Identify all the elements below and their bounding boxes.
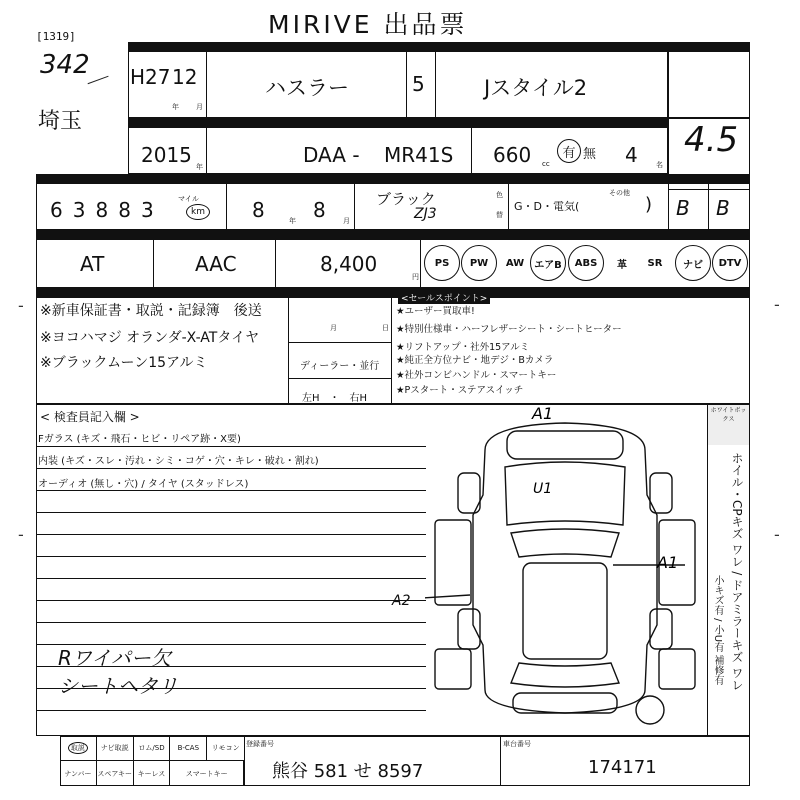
mark-a1-side: A1 xyxy=(657,553,679,572)
score-handwritten: 4.5 xyxy=(684,120,739,160)
option-sunroof: SR xyxy=(647,257,663,269)
price-unit: 円 xyxy=(412,273,419,281)
bottom-labels-grid xyxy=(60,736,244,786)
aircon: AAC xyxy=(195,252,237,276)
label-smart-key: スマートキー xyxy=(170,761,244,786)
front-bumper xyxy=(507,431,623,459)
door-count: 5 xyxy=(412,72,425,96)
sales-point: ★純正全方位ナビ・地デジ・Bカメラ xyxy=(396,355,554,366)
vertical-note-1: ホイル・CPキズ ワレ / ドアミラーキズ ワレ xyxy=(730,452,744,691)
chassis-number: 174171 xyxy=(588,757,657,778)
inspector-line-interior: 内装 (キズ・スレ・汚れ・シミ・コゲ・穴・キレ・破れ・割れ) xyxy=(38,456,319,467)
delivery-day: 日 xyxy=(382,324,389,332)
margin-mark: - xyxy=(18,525,24,544)
fuel-options: G・D・電気( xyxy=(514,200,580,213)
mark-a2: A2 xyxy=(392,593,411,609)
year-era: H27 xyxy=(130,65,171,89)
inspector-line-audio: オーディオ (無し・穴) / タイヤ (スタッドレス) xyxy=(38,479,249,490)
transmission: AT xyxy=(80,252,105,276)
label-spare-key: スペアキー xyxy=(97,761,134,786)
margin-mark: - xyxy=(774,295,780,314)
vertical-note-2: 小キズ有 / 小U有 補修有 xyxy=(712,575,723,686)
windshield xyxy=(511,529,619,557)
option-navi: ナビ xyxy=(675,245,711,281)
cabin xyxy=(523,563,607,659)
model-code: MR41S xyxy=(384,143,454,167)
label-bcas: B-CAS xyxy=(170,736,207,761)
label-keyless: キーレス xyxy=(134,761,171,786)
mileage-digit: 6 xyxy=(50,198,73,222)
note-line-1: ※新車保証書・取説・記録簿 後送 xyxy=(40,303,262,319)
mileage-digits xyxy=(50,198,164,222)
seats-unit: 名 xyxy=(656,161,663,169)
month-unit: 月 xyxy=(196,103,203,111)
mileage-digit: 3 xyxy=(140,198,164,222)
turbo-yes-circled: 有 xyxy=(557,139,581,163)
handwritten-note-seat: シートヘタリ xyxy=(58,674,178,698)
car-diagram xyxy=(425,405,710,735)
option-airbag: エアB xyxy=(530,245,566,281)
inspector-title: < 検査員記入欄 > xyxy=(40,410,140,424)
diagram-pointer xyxy=(425,595,470,599)
first-reg-unit: 年 xyxy=(196,163,203,171)
lot-number: 342 xyxy=(40,50,90,80)
option-aw: AW xyxy=(505,257,525,269)
label-number: ナンバー xyxy=(60,761,97,786)
fuel-other-label: その他 xyxy=(609,189,630,197)
fuel-close: ) xyxy=(645,194,653,215)
year-unit: 年 xyxy=(172,103,179,111)
cc-unit: cc xyxy=(542,160,550,168)
mile-label: マイル xyxy=(178,195,199,203)
seat-count: 4 xyxy=(625,143,638,167)
inspector-line-glass: Fガラス (キズ・飛石・ヒビ・リペア跡・X要) xyxy=(38,434,241,445)
shaken-year: 8 xyxy=(252,198,265,222)
sales-point: ★ユーザー買取車! xyxy=(396,306,475,317)
right-rear-panel xyxy=(659,649,695,689)
model-prefix: DAA - xyxy=(303,143,360,167)
margin-mark: - xyxy=(18,296,24,315)
plate-label: 登録番号 xyxy=(246,740,274,748)
mileage-digit: 8 xyxy=(118,198,141,222)
option-leather: 革 xyxy=(617,259,627,271)
rear-right-wheel xyxy=(650,609,672,649)
displacement: 660 xyxy=(493,143,532,167)
sales-point: ★特別仕様車・ハーフレザーシート・シートヒーター xyxy=(396,324,622,335)
dealer-parallel: ディーラー・並行 xyxy=(300,361,380,372)
label-manual: 取説 xyxy=(60,736,97,761)
sales-point: ★Pスタート・ステアスイッチ xyxy=(396,385,524,396)
left-rear-panel xyxy=(435,649,471,689)
rear-left-wheel xyxy=(458,609,480,649)
km-circled: km xyxy=(186,204,210,220)
first-registration-year: 2015 xyxy=(141,143,192,167)
spare-circle xyxy=(636,696,664,724)
white-box-label: ホワイトボックス xyxy=(708,405,749,445)
mark-u1: U1 xyxy=(533,481,553,497)
left-door-panel xyxy=(435,520,471,605)
color-label: 色 xyxy=(496,191,503,199)
label-navi-manual: ナビ取説 xyxy=(97,736,134,761)
sales-point: ★社外コンビハンドル・スマートキー xyxy=(396,370,557,381)
shaken-month-unit: 月 xyxy=(343,217,350,225)
car-body-outline xyxy=(473,423,657,713)
delivery-month: 月 xyxy=(330,324,337,332)
color-name: ブラック xyxy=(376,190,436,208)
license-plate: 熊谷 581 せ 8597 xyxy=(272,761,424,782)
exterior-grade: B xyxy=(716,196,730,220)
car-name: ハスラー xyxy=(265,76,349,100)
sales-point: ★リフトアップ・社外15アルミ xyxy=(396,342,530,353)
option-abs: ABS xyxy=(568,245,604,281)
price: 8,400 xyxy=(320,252,378,276)
score-box xyxy=(668,42,750,118)
mileage-digit: 3 xyxy=(72,198,96,222)
hood xyxy=(505,462,625,525)
shaken-month: 8 xyxy=(313,198,326,222)
registration-month: 12 xyxy=(172,65,198,89)
shaken-year-unit: 年 xyxy=(289,217,296,225)
color-code-handwritten: ZJ3 xyxy=(414,206,437,222)
margin-mark: - xyxy=(774,525,780,544)
label-remote: リモコン xyxy=(207,736,244,761)
option-ps: PS xyxy=(424,245,460,281)
document-title: MIRIVE 出品票 xyxy=(268,10,468,39)
label-rom-sd: ロム/SD xyxy=(134,736,171,761)
grade: Jスタイル2 xyxy=(484,76,588,100)
note-line-2: ※ヨコハマジ オランダ-X-ATタイヤ xyxy=(40,330,260,346)
handwritten-note-wiper: Rワイパー欠 xyxy=(58,646,171,670)
color-label-2: 替 xyxy=(496,211,503,219)
form-code: [1319] xyxy=(36,30,76,43)
turbo-no: 無 xyxy=(583,147,597,162)
mileage-digit: 8 xyxy=(95,198,119,222)
option-pw: PW xyxy=(461,245,497,281)
rear-window xyxy=(511,663,619,687)
sales-header: <セールスポイント> xyxy=(398,291,490,304)
note-line-3: ※ブラックムーン15アルミ xyxy=(40,355,208,371)
option-dtv: DTV xyxy=(712,245,748,281)
mark-a1-front: A1 xyxy=(532,405,554,423)
interior-grade: B xyxy=(676,196,690,220)
serial-label: 車台番号 xyxy=(503,740,531,748)
delivery-box xyxy=(288,288,392,404)
handle-side: 左H ・ 右H xyxy=(302,393,368,404)
region: 埼玉 xyxy=(38,109,83,134)
